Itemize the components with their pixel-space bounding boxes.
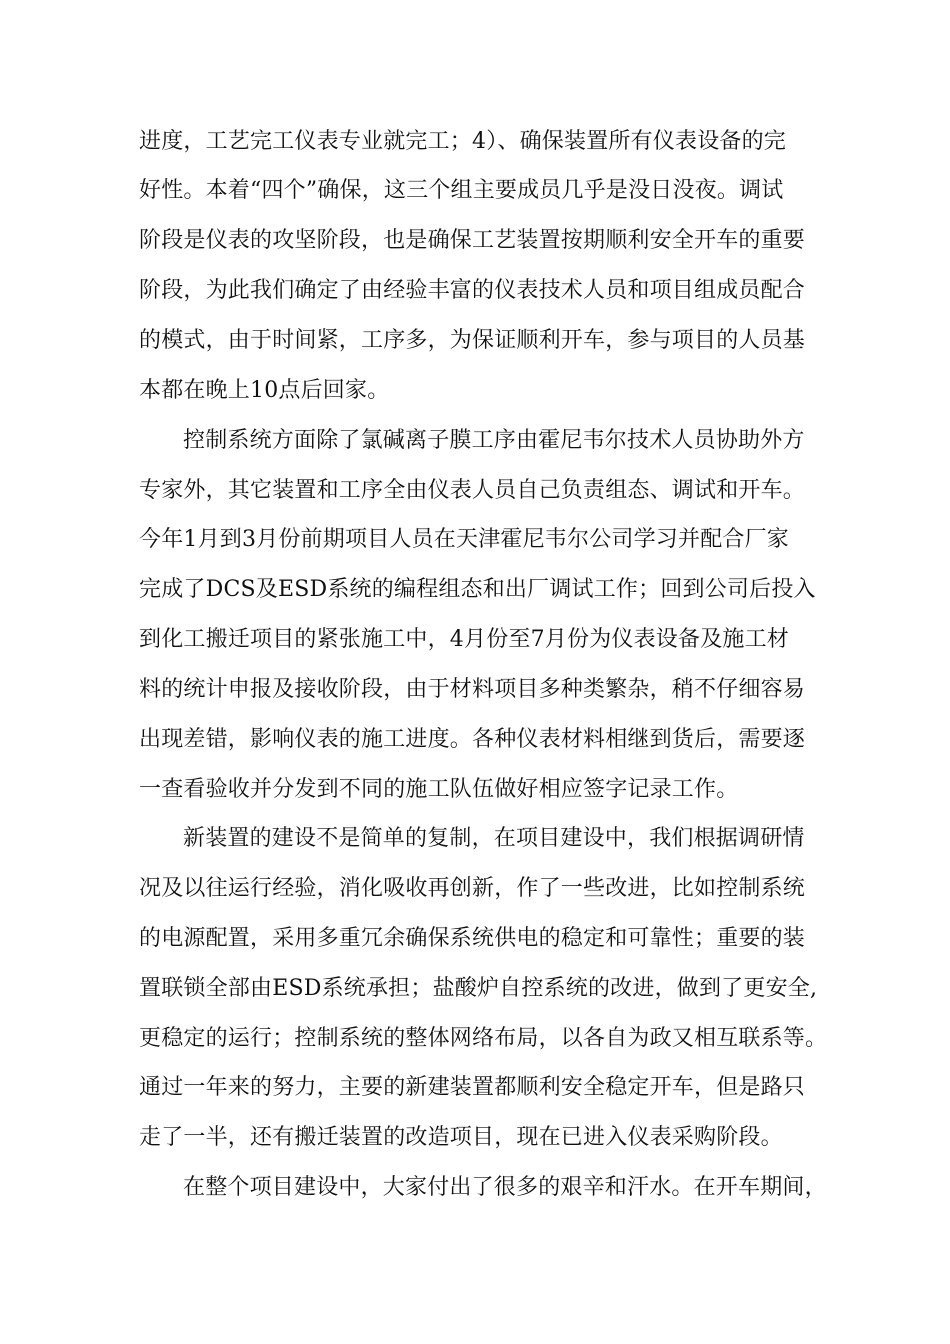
text-line-7: 控制系统方面除了氯碱离子膜工序由霍尼韦尔技术人员协助外方 — [183, 428, 805, 453]
text-line-13: 出现差错，影响仪表的施工进度。各种仪表材料相继到货后，需要逐 — [139, 727, 806, 752]
text-line-14: 一查看验收并分发到不同的施工队伍做好相应签字记录工作。 — [139, 777, 739, 802]
text-line-1: 进度，工艺完工仪表专业就完工；4）、确保装置所有仪表设备的完 — [139, 129, 786, 154]
text-line-9: 今年1月到3月份前期项目人员在天津霍尼韦尔公司学习并配合厂家 — [139, 527, 789, 552]
text-line-6: 本都在晚上10点后回家。 — [139, 378, 390, 403]
text-line-18: 置联锁全部由ESD系统承担；盐酸炉自控系统的改进，做到了更安全, — [139, 976, 818, 1001]
text-line-5: 的模式，由于时间紧，工序多，为保证顺利开车，参与项目的人员基 — [139, 328, 806, 353]
text-line-15: 新装置的建设不是简单的复制，在项目建设中，我们根据调研情 — [183, 826, 805, 851]
text-line-19: 更稳定的运行；控制系统的整体网络布局，以各自为政又相互联系等。 — [139, 1026, 828, 1051]
text-line-8: 专家外，其它装置和工序全由仪表人员自己负责组态、调试和开车。 — [139, 478, 806, 503]
text-line-16: 况及以往运行经验，消化吸收再创新，作了一些改进，比如控制系统 — [139, 876, 806, 901]
text-line-11: 到化工搬迁项目的紧张施工中，4月份至7月份为仪表设备及施工材 — [139, 627, 789, 652]
text-line-22: 在整个项目建设中，大家付出了很多的艰辛和汗水。在开车期间， — [183, 1175, 827, 1200]
text-line-3: 阶段是仪表的攻坚阶段，也是确保工艺装置按期顺利安全开车的重要 — [139, 228, 806, 253]
text-line-10: 完成了DCS及ESD系统的编程组态和出厂调试工作；回到公司后投入 — [139, 577, 816, 602]
text-line-17: 的电源配置，采用多重冗余确保系统供电的稳定和可靠性；重要的装 — [139, 926, 806, 951]
text-line-2: 好性。本着“四个”确保，这三个组主要成员几乎是没日没夜。调试 — [139, 178, 784, 203]
text-line-21: 走了一半，还有搬迁装置的改造项目，现在已进入仪表采购阶段。 — [139, 1125, 783, 1150]
text-line-12: 料的统计申报及接收阶段，由于材料项目多种类繁杂，稍不仔细容易 — [139, 677, 806, 702]
text-line-20: 通过一年来的努力，主要的新建装置都顺利安全稳定开车，但是路只 — [139, 1075, 806, 1100]
text-line-4: 阶段，为此我们确定了由经验丰富的仪表技术人员和项目组成员配合 — [139, 278, 806, 303]
